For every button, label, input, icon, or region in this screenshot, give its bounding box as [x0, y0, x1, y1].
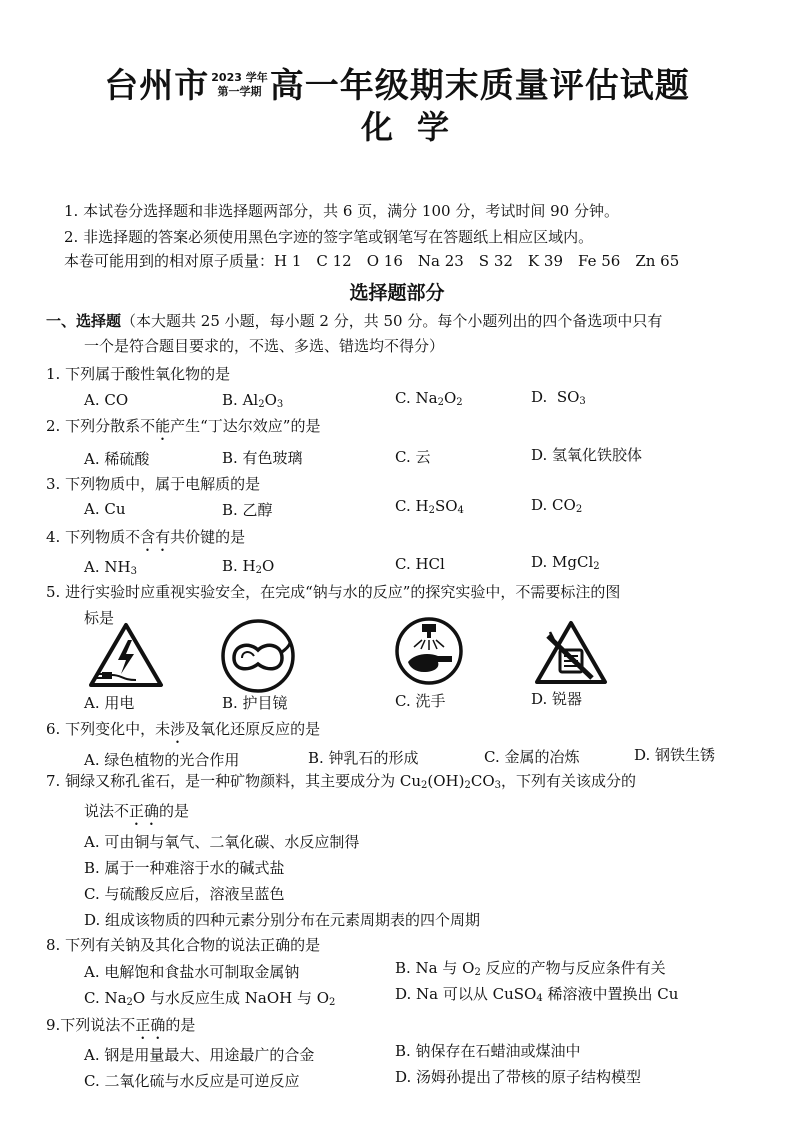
q5-stem-line2: 标是: [84, 609, 115, 627]
q2-option-a: A. 稀硫酸: [84, 450, 150, 468]
q5-option-b: B. 护目镜: [222, 694, 288, 712]
q1-option-c: C. $Na_2O_2$: [395, 389, 463, 408]
hand-wash-icon: [394, 616, 464, 686]
q2-option-c: C. 云: [395, 448, 431, 466]
q7-stem-line2: 说法不正确的是: [84, 802, 190, 820]
q2-option-b: B. 有色玻璃: [222, 449, 303, 467]
q8-option-c: C. $Na_2O$ 与水反应生成 NaOH 与 $O_2$: [84, 989, 336, 1008]
q6-option-b: B. 钟乳石的形成: [308, 749, 419, 767]
q9-option-b: B. 钠保存在石蜡油或煤油中: [395, 1042, 581, 1060]
q7-option-a: A. 可由铜与氧气、二氧化碳、水反应制得: [84, 833, 360, 851]
q7-option-d: D. 组成该物质的四种元素分别分布在元素周期表的四个周期: [84, 911, 481, 929]
q1-stem: 1. 下列属于酸性氧化物的是: [46, 365, 231, 383]
q6-stem: 6. 下列变化中，未涉及氧化还原反应的是: [46, 720, 321, 738]
exam-name: 高一年级期末质量评估试题: [269, 66, 690, 106]
section-heading-line2: 一个是符合题目要求的，不选、多选、错选均不得分）: [84, 337, 445, 355]
q9-option-a: A. 钢是用量最大、用途最广的合金: [84, 1046, 315, 1064]
q4-option-a: A. $NH_3$: [84, 558, 137, 577]
q2-stem: 2. 下列分散系不能产生“丁达尔效应”的是: [46, 417, 321, 435]
q7-option-c: C. 与硫酸反应后，溶液呈蓝色: [84, 885, 285, 903]
q8-stem: 8. 下列有关钠及其化合物的说法正确的是: [46, 936, 321, 954]
q9-option-d: D. 汤姆孙提出了带核的原子结构模型: [395, 1068, 642, 1086]
goggles-icon: [220, 618, 296, 694]
q4-option-b: B. $H_2O$: [222, 557, 275, 576]
subject-title: 化学: [360, 108, 473, 146]
section-label: 一、选择题: [46, 312, 122, 330]
q3-option-d: D. $CO_2$: [531, 496, 583, 515]
electricity-warning-icon: [88, 622, 164, 688]
section-heading: [46, 310, 662, 331]
q8-option-a: A. 电解饱和食盐水可制取金属钠: [84, 963, 300, 981]
q6-option-d: D. 钢铁生锈: [634, 746, 716, 764]
term-stack: [211, 71, 267, 99]
sharp-object-icon: [534, 620, 608, 686]
q3-option-c: C. $H_2SO_4$: [395, 497, 464, 516]
instruction-1: 1. 本试卷分选择题和非选择题两部分，共 6 页，满分 100 分，考试时间 90 分钟。: [64, 202, 619, 220]
q4-option-d: D. MgCl$_2$: [531, 553, 600, 572]
year-bottom: 第一学期: [217, 84, 262, 98]
q2-option-d: D. 氢氧化铁胶体: [531, 446, 643, 464]
section-title: 选择题部分: [349, 282, 445, 304]
q5-option-d: D. 锐器: [531, 690, 583, 708]
q1-option-b: B. $Al_2O_3$: [222, 391, 284, 410]
q4-stem: 4. 下列物质不含有共价键的是: [46, 528, 246, 546]
q6-option-a: A. 绿色植物的光合作用: [84, 751, 240, 769]
q9-stem: 9.下列说法不正确的是: [46, 1016, 196, 1034]
instruction-2: 2. 非选择题的答案必须使用黑色字迹的签字笔或钢笔写在答题纸上相应区域内。: [64, 228, 594, 246]
q5-option-a: A. 用电: [84, 694, 135, 712]
year-top: 2023 学年: [211, 70, 268, 84]
q5-stem-line1: 5. 进行实验时应重视实验安全，在完成“钠与水的反应”的探究实验中，不需要标注的图: [46, 583, 621, 601]
section-heading-text: （本大题共 25 小题，每小题 2 分，共 50 分。每个小题列出的四个备选项中只有: [121, 312, 663, 330]
q3-stem: 3. 下列物质中，属于电解质的是: [46, 475, 261, 493]
q1-option-a: A. CO: [84, 391, 129, 409]
atomic-masses: 本卷可能用到的相对原子质量：H 1 C 12 O 16 Na 23 S 32 K 39 Fe 56 Zn 65: [64, 252, 680, 270]
q5-option-c: C. 洗手: [395, 692, 446, 710]
q3-option-a: A. Cu: [84, 500, 126, 518]
exam-title: [0, 58, 794, 107]
q8-option-d: D. Na 可以从 CuSO$_4$ 稀溶液中置换出 Cu: [395, 985, 679, 1004]
q3-option-b: B. 乙醇: [222, 501, 273, 519]
q7-option-b: B. 属于一种难溶于水的碱式盐: [84, 859, 285, 877]
q9-option-c: C. 二氧化硫与水反应是可逆反应: [84, 1072, 300, 1090]
q6-option-c: C. 金属的冶炼: [484, 748, 580, 766]
q4-option-c: C. HCl: [395, 555, 445, 573]
q7-stem-line1: 7. 铜绿又称孔雀石，是一种矿物颜料，其主要成分为 $Cu_2(OH)_2CO_3$，下列有关该成分的: [46, 772, 637, 791]
q1-option-d: D. $SO_3$: [531, 388, 586, 407]
q8-option-b: B. Na 与 $O_2$ 反应的产物与反应条件有关: [395, 959, 666, 978]
city-name: 台州市: [104, 66, 210, 106]
